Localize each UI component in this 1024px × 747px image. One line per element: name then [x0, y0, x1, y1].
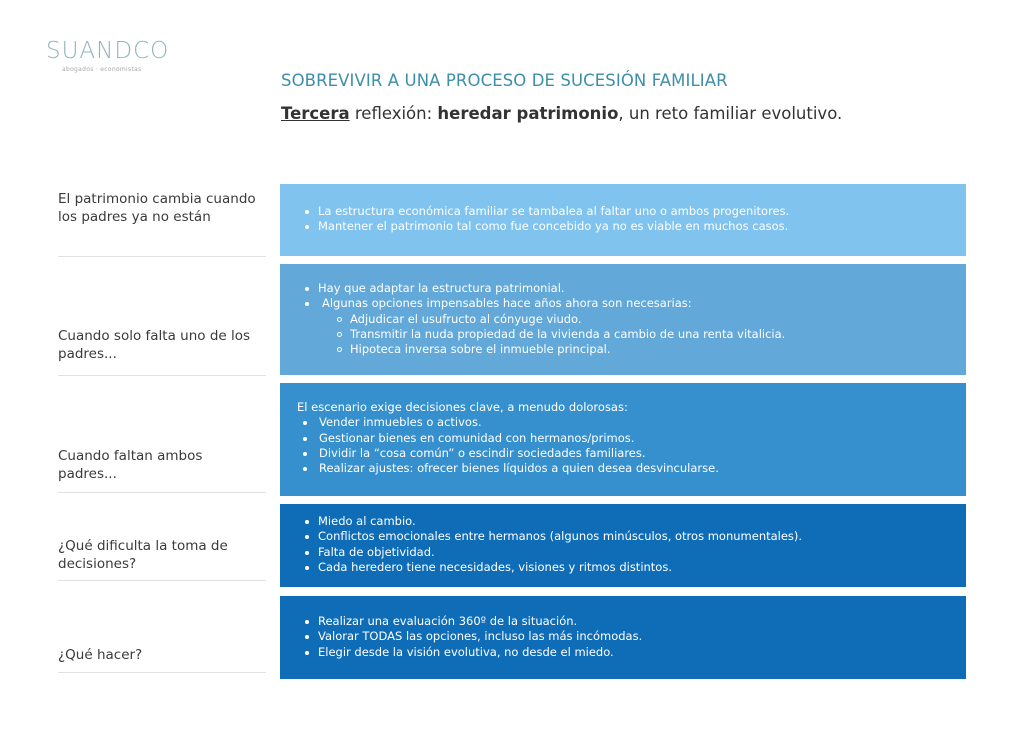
page-subtitle	[281, 104, 842, 123]
list-item: Realizar una evaluación 360º de la situación.	[299, 614, 966, 629]
logo-wordmark: SUANDCO	[46, 38, 170, 64]
content-box-faltan-ambos	[280, 383, 966, 496]
sub-list-item: Transmitir la nuda propiedad de la vivienda a cambio de una renta vitalicia.	[299, 327, 966, 342]
list-item: Vender inmuebles o activos.	[297, 415, 966, 430]
list-item: Gestionar bienes en comunidad con hermanos/primos.	[297, 431, 966, 446]
bullet-list	[299, 281, 966, 357]
bullet-list	[299, 204, 966, 235]
list-item: La estructura económica familiar se tambalea al faltar uno o ambos progenitores.	[299, 204, 966, 219]
page-title: SOBREVIVIR A UNA PROCESO DE SUCESIÓN FAMILIAR	[281, 71, 728, 90]
bullet-list	[299, 514, 966, 575]
row-divider	[58, 580, 266, 581]
row-divider	[58, 256, 266, 257]
sub-list-item: Adjudicar el usufructo al cónyuge viudo.	[299, 312, 966, 327]
subtitle-text-1: reflexión:	[349, 104, 438, 123]
bullet-list	[297, 415, 966, 476]
row-label-falta-uno: Cuando solo falta uno de los padres...	[58, 328, 251, 362]
content-box-que-dificulta	[280, 504, 966, 587]
row-label-que-hacer: ¿Qué hacer?	[58, 647, 143, 663]
list-item: Falta de objetividad.	[299, 545, 966, 560]
list-item: Valorar TODAS las opciones, incluso las más incómodas.	[299, 629, 966, 644]
list-item: Realizar ajustes: ofrecer bienes líquidos a quien desea desvincularse.	[297, 461, 966, 476]
row-divider	[58, 375, 266, 376]
box-intro-text: El escenario exige decisiones clave, a menudo dolorosas:	[297, 400, 628, 414]
list-item: Hay que adaptar la estructura patrimonial.	[299, 281, 966, 296]
row-label-patrimonio-cambia: El patrimonio cambia cuando los padres ya no están	[58, 191, 256, 225]
subtitle-text-2: , un reto familiar evolutivo.	[618, 104, 843, 123]
list-item: Mantener el patrimonio tal como fue concebido ya no es viable en muchos casos.	[299, 219, 966, 234]
list-item: Dividir la “cosa común” o escindir sociedades familiares.	[297, 446, 966, 461]
row-divider	[58, 672, 266, 673]
subtitle-ordinal: Tercera	[281, 104, 350, 123]
row-label-faltan-ambos: Cuando faltan ambos padres...	[58, 448, 203, 482]
list-item: Elegir desde la visión evolutiva, no desde el miedo.	[299, 645, 966, 660]
subtitle-topic: heredar patrimonio	[437, 104, 619, 123]
content-box-que-hacer	[280, 596, 966, 679]
content-box-falta-uno	[280, 264, 966, 375]
list-item: Algunas opciones impensables hace años ahora son necesarias:	[299, 296, 966, 311]
content-box-patrimonio-cambia	[280, 184, 966, 256]
list-item: Cada heredero tiene necesidades, visiones y ritmos distintos.	[299, 560, 966, 575]
logo	[46, 38, 169, 73]
list-item: Miedo al cambio.	[299, 514, 966, 529]
sub-list-item: Hipoteca inversa sobre el inmueble principal.	[299, 342, 966, 357]
row-label-que-dificulta: ¿Qué dificulta la toma de decisiones?	[58, 538, 228, 572]
row-divider	[58, 492, 266, 493]
list-item: Conflictos emocionales entre hermanos (algunos minúsculos, otros monumentales).	[299, 529, 966, 544]
logo-tagline: abogados · economistas	[62, 66, 142, 73]
bullet-list	[299, 614, 966, 660]
